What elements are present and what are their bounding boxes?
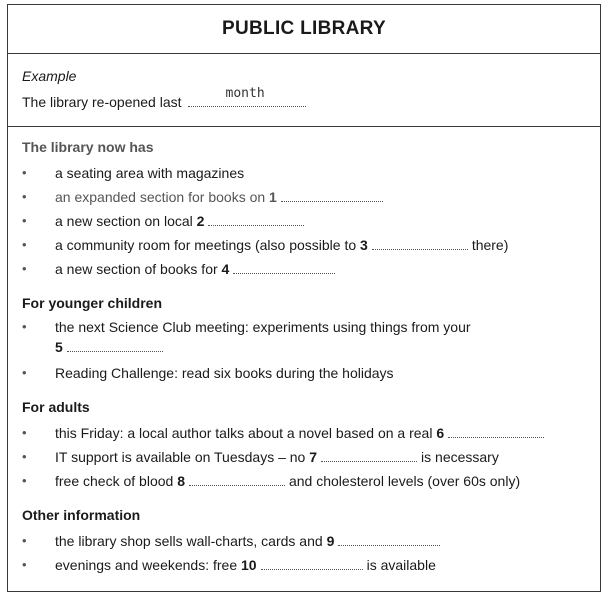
item-after-text: there) [471,237,509,253]
question-number: 2 [196,213,205,229]
item-text: free check of blood [55,473,174,489]
section-heading: Other information [22,507,141,523]
example-line [22,86,600,110]
answer-blank-7[interactable] [321,451,417,462]
list-item [22,469,600,493]
answer-blank-6[interactable] [448,427,544,438]
answer-blank-4[interactable] [233,263,335,274]
item-text: evenings and weekends: free [55,557,238,573]
item-text: an expanded section for books on [55,189,266,205]
question-number: 1 [269,189,277,205]
list-item [22,161,600,185]
question-number: 6 [436,425,445,441]
list-item [22,529,600,553]
section-list [22,529,600,577]
section-list [22,161,600,281]
item-text: IT support is available on Tuesdays – no [55,449,306,465]
question-number: 9 [326,533,335,549]
section-list [22,421,600,493]
section-list [22,317,600,385]
answer-blank-10[interactable] [261,559,363,570]
question-number: 10 [241,557,257,573]
question-number: 8 [177,473,185,489]
item-after-text: is available [366,557,436,573]
answer-blank-2[interactable] [208,215,304,226]
list-item [22,317,600,361]
list-item [22,233,600,257]
library-form [7,4,601,592]
item-text: a new section on local [55,213,193,229]
page-title: PUBLIC LIBRARY [222,18,386,39]
section-heading: For adults [22,399,90,415]
item-text: a new section of books for [55,261,218,277]
list-item [22,553,600,577]
question-number: 3 [360,237,368,253]
title-bar [8,5,600,54]
item-text: a community room for meetings (also possible to [55,237,357,253]
answer-blank-1[interactable] [281,191,383,202]
item-text: a seating area with magazines [55,165,245,181]
list-item [22,185,600,209]
item-text: the library shop sells wall-charts, cards and [55,533,323,549]
section-heading: For younger children [22,295,163,311]
list-item [22,209,600,233]
list-item [22,421,600,445]
example-box [8,54,600,127]
answer-blank-3[interactable] [372,239,468,250]
example-answer: month [225,86,265,101]
notes-body [8,127,600,577]
item-text: the next Science Club meeting: experiments using things from your [55,319,471,335]
question-number: 4 [221,261,230,277]
list-item [22,361,600,385]
answer-blank-5[interactable] [67,341,163,352]
item-after-text: is necessary [421,449,499,465]
item-text: this Friday: a local author talks about a novel based on a real [55,425,433,441]
item-text: Reading Challenge: read six books during the holidays [55,365,394,381]
example-label: Example [22,68,77,84]
item-after-text: and cholesterol levels (over 60s only) [288,473,521,489]
answer-blank-8[interactable] [189,475,285,486]
answer-blank-9[interactable] [338,535,440,546]
list-item [22,257,600,281]
question-number: 5 [55,339,63,355]
list-item [22,445,600,469]
section-heading: The library now has [22,139,154,155]
example-answer-blank [188,86,306,107]
example-text: The library re-opened last [22,94,182,110]
question-number: 7 [309,449,318,465]
